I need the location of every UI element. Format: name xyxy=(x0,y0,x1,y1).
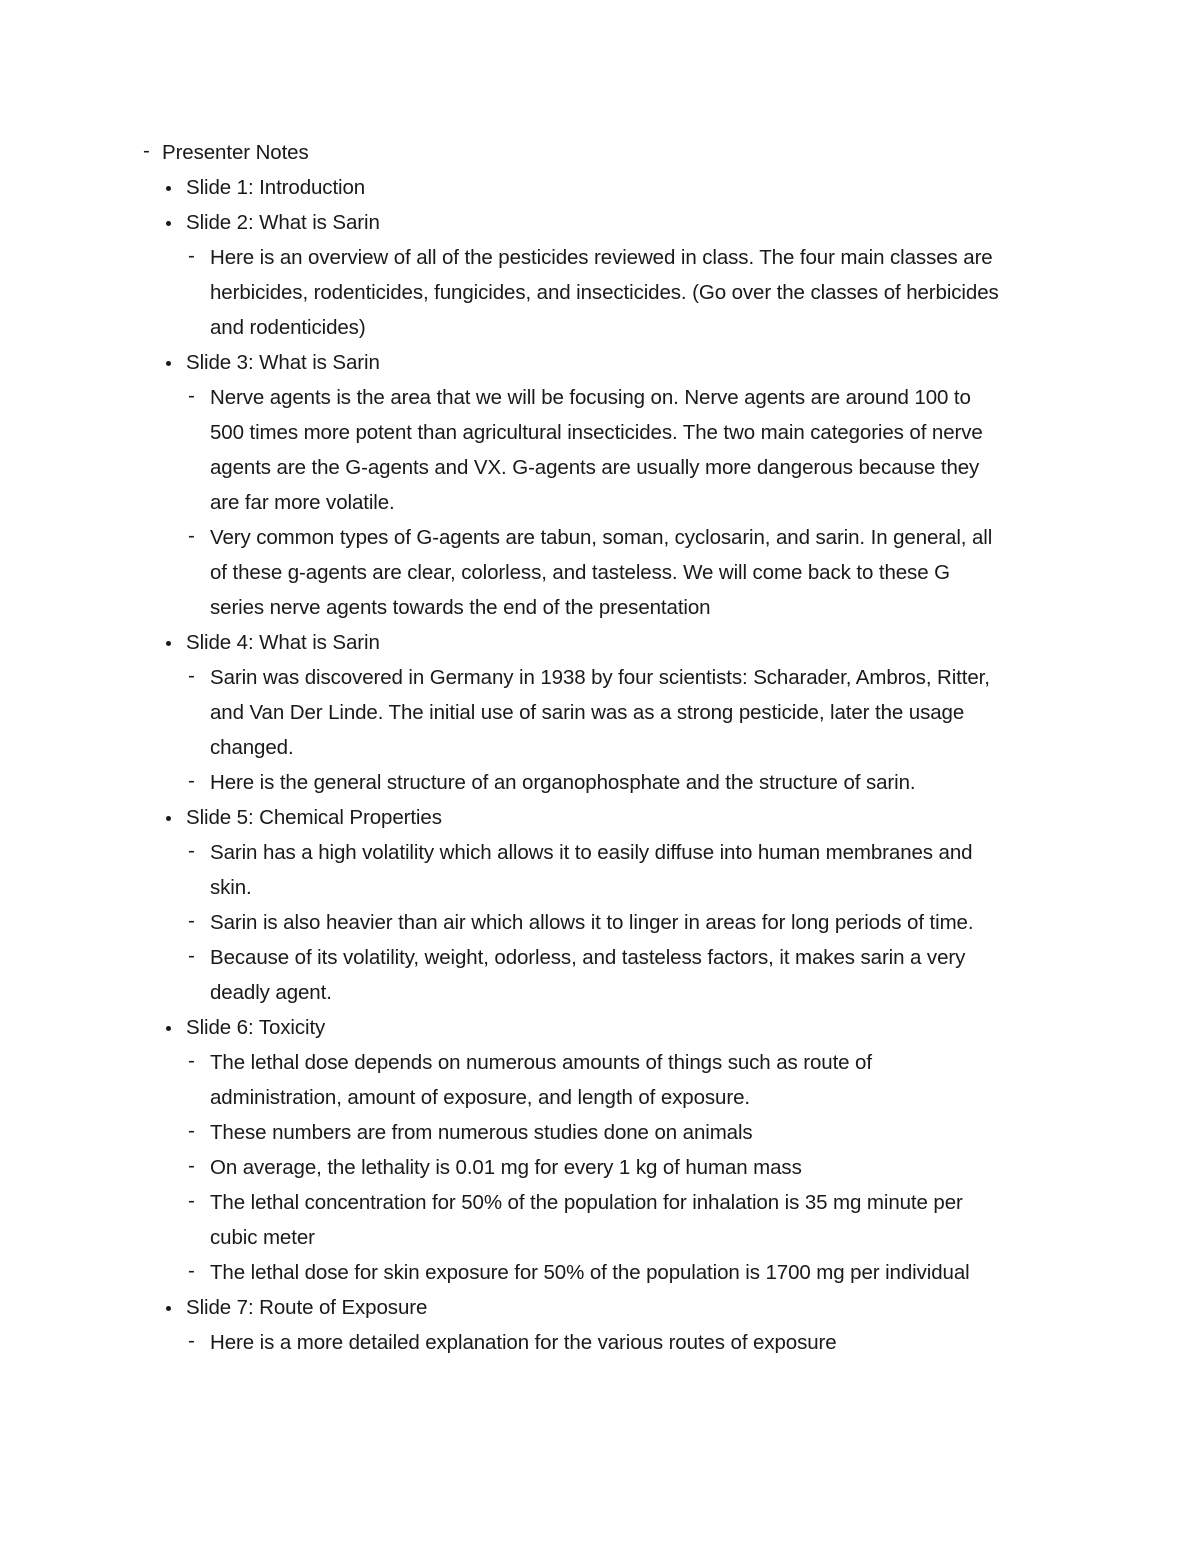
note-dash-marker: - xyxy=(188,1259,195,1282)
note-dash-marker: - xyxy=(188,769,195,792)
slide-bullet-icon xyxy=(166,816,171,821)
note-line: Sarin was discovered in Germany in 1938 by four scientists: Scharader, Ambros, Ritter, xyxy=(210,666,990,689)
note-line: series nerve agents towards the end of the presentation xyxy=(210,596,711,619)
note-line: Here is an overview of all of the pesticides reviewed in class. The four main classes are xyxy=(210,246,993,269)
note-line: Here is the general structure of an organophosphate and the structure of sarin. xyxy=(210,771,916,794)
note-dash-marker: - xyxy=(188,1049,195,1072)
note-line: Nerve agents is the area that we will be focusing on. Nerve agents are around 100 to xyxy=(210,386,971,409)
note-line: The lethal concentration for 50% of the population for inhalation is 35 mg minute per xyxy=(210,1191,963,1214)
note-line: changed. xyxy=(210,736,294,759)
note-line: agents are the G-agents and VX. G-agents are usually more dangerous because they xyxy=(210,456,980,479)
note-line: 500 times more potent than agricultural insecticides. The two main categories of nerve xyxy=(210,421,983,444)
note-line: On average, the lethality is 0.01 mg for every 1 kg of human mass xyxy=(210,1156,802,1179)
document-title: Presenter Notes xyxy=(162,141,309,164)
note-dash-marker: - xyxy=(188,524,195,547)
note-dash-marker: - xyxy=(188,839,195,862)
note-line: herbicides, rodenticides, fungicides, and insecticides. (Go over the classes of herbicides xyxy=(210,281,999,304)
slide-bullet-icon xyxy=(166,1026,171,1031)
note-line: administration, amount of exposure, and length of exposure. xyxy=(210,1086,750,1109)
slide-bullet-icon xyxy=(166,361,171,366)
note-line: Here is a more detailed explanation for the various routes of exposure xyxy=(210,1331,837,1354)
note-line: Sarin is also heavier than air which allows it to linger in areas for long periods of time. xyxy=(210,911,974,934)
note-dash-marker: - xyxy=(188,244,195,267)
note-line: and rodenticides) xyxy=(210,316,366,339)
slide-heading: Slide 7: Route of Exposure xyxy=(186,1296,428,1319)
note-dash-marker: - xyxy=(188,944,195,967)
note-line: are far more volatile. xyxy=(210,491,395,514)
note-line: and Van Der Linde. The initial use of sarin was as a strong pesticide, later the usage xyxy=(210,701,965,724)
note-dash-marker: - xyxy=(188,1189,195,1212)
slide-heading: Slide 6: Toxicity xyxy=(186,1016,326,1039)
note-line: The lethal dose for skin exposure for 50% of the population is 1700 mg per individual xyxy=(210,1261,970,1284)
note-line: Because of its volatility, weight, odorless, and tasteless factors, it makes sarin a very xyxy=(210,946,966,969)
note-dash-marker: - xyxy=(188,1329,195,1352)
title-dash-marker: - xyxy=(143,139,150,162)
note-line: Very common types of G-agents are tabun, soman, cyclosarin, and sarin. In general, all xyxy=(210,526,993,549)
slide-heading: Slide 4: What is Sarin xyxy=(186,631,380,654)
note-dash-marker: - xyxy=(188,384,195,407)
note-line: of these g-agents are clear, colorless, and tasteless. We will come back to these G xyxy=(210,561,950,584)
slide-heading: Slide 3: What is Sarin xyxy=(186,351,380,374)
note-line: Sarin has a high volatility which allows it to easily diffuse into human membranes and xyxy=(210,841,973,864)
slide-bullet-icon xyxy=(166,186,171,191)
slide-bullet-icon xyxy=(166,1306,171,1311)
slide-bullet-icon xyxy=(166,221,171,226)
note-dash-marker: - xyxy=(188,1154,195,1177)
note-line: skin. xyxy=(210,876,252,899)
note-line: The lethal dose depends on numerous amounts of things such as route of xyxy=(210,1051,872,1074)
slide-bullet-icon xyxy=(166,641,171,646)
note-line: These numbers are from numerous studies done on animals xyxy=(210,1121,753,1144)
note-dash-marker: - xyxy=(188,909,195,932)
slide-heading: Slide 1: Introduction xyxy=(186,176,366,199)
slide-heading: Slide 2: What is Sarin xyxy=(186,211,380,234)
note-line: deadly agent. xyxy=(210,981,332,1004)
note-line: cubic meter xyxy=(210,1226,315,1249)
note-dash-marker: - xyxy=(188,1119,195,1142)
slide-heading: Slide 5: Chemical Properties xyxy=(186,806,442,829)
note-dash-marker: - xyxy=(188,664,195,687)
